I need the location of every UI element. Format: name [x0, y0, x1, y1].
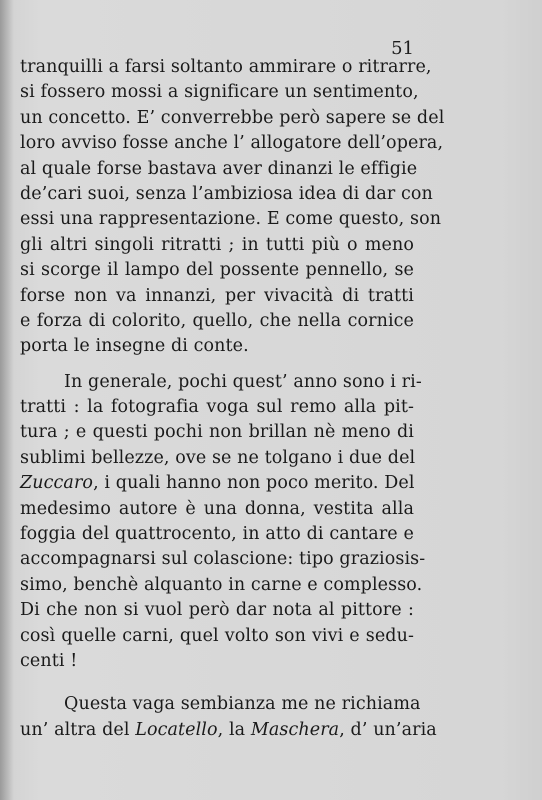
- text-line: al quale forse bastava aver dinanzi le effigie: [20, 158, 418, 179]
- italic-name: Maschera: [250, 719, 340, 740]
- text-line: tranquilli a farsi soltanto ammirare o ritrarre,: [20, 57, 432, 77]
- text-line: In generale, pochi quest’ anno sono i ri-: [64, 371, 422, 392]
- text-line: porta le insegne di conte.: [20, 336, 249, 357]
- text-line: loro avviso fosse anche l’ allogatore dell’opera,: [20, 133, 444, 154]
- text-line: così quelle carni, quel volto son vivi e sedu-: [20, 625, 414, 646]
- text-fragment: , i quali hanno non poco merito. Del: [93, 473, 415, 494]
- italic-name: Zuccaro: [20, 473, 94, 494]
- text-fragment: , d’ un’aria: [339, 719, 437, 740]
- text-line: de’cari suoi, senza l’ambiziosa idea di dar con: [20, 183, 433, 204]
- body-text: [20, 55, 445, 743]
- text-line: foggia del quattrocento, in atto di cantare e: [20, 524, 414, 545]
- text-line: sublimi bellezze, ove se ne tolgano i due del: [20, 447, 416, 468]
- text-line: medesimo autore è una donna, vestita alla: [20, 498, 414, 519]
- text-fragment: , la: [217, 719, 251, 740]
- text-line: si scorge il lampo del possente pennello, se: [20, 260, 414, 281]
- paragraph-gap: [20, 674, 414, 692]
- text-line: Questa vaga sembianza me ne richiama: [64, 694, 421, 715]
- text-line: essi una rappresentazione. E come questo, son: [20, 209, 442, 230]
- text-line: tura ; e questi pochi non brillan nè meno di: [20, 422, 414, 443]
- page-number: 51: [391, 38, 414, 59]
- text-line: Di che non si vuol però dar nota al pittore :: [20, 600, 414, 621]
- text-line: accompagnarsi sul colascione: tipo graziosis-: [20, 549, 426, 570]
- text-line: simo, benchè alquanto in carne e complesso.: [20, 574, 423, 595]
- text-line: forse non va innanzi, per vivacità di tratti: [20, 285, 414, 306]
- italic-name: Locatello: [135, 719, 218, 740]
- text-line: si fossero mossi a significare un sentimento,: [20, 82, 419, 103]
- text-line: e forza di colorito, quello, che nella cornice: [20, 310, 414, 331]
- paragraph-gap: [20, 360, 414, 370]
- text-line: gli altri singoli ritratti ; in tutti più o meno: [20, 234, 414, 255]
- text-line: [20, 718, 437, 743]
- text-fragment: un’ altra del: [20, 719, 136, 740]
- text-line: centi !: [20, 650, 78, 671]
- text-line: [20, 471, 414, 496]
- text-line: un concetto. E’ converrebbe però sapere se del: [20, 107, 445, 128]
- text-line: tratti : la fotografia voga sul remo alla pit-: [20, 397, 414, 418]
